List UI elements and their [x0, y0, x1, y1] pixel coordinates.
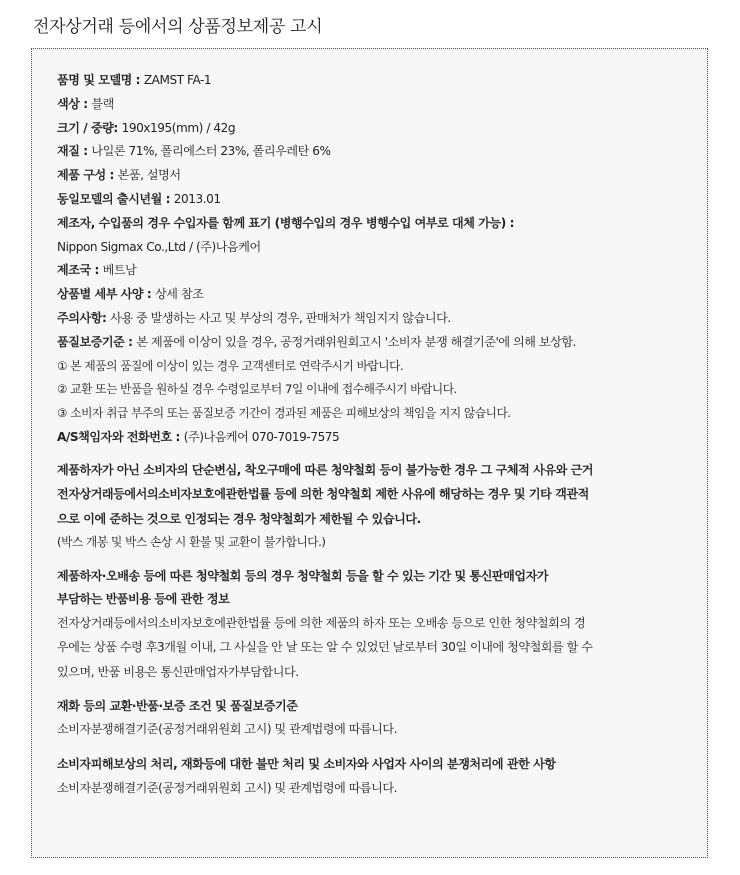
defect-section-heading: 제품하자·오배송 등에 따른 청약철회 등의 경우 청약철회 등을 할 수 있는 기간 및 통신판매업자가 부담하는 반품비용 등에 관한 정보 [57, 569, 549, 607]
notice-box [31, 48, 708, 858]
exchange-section-body: 소비자분쟁해결기준(공정거래위원회 고시) 및 관계법령에 따릅니다. [57, 722, 398, 737]
dispute-section-body: 소비자분쟁해결기준(공정거래위원회 고시) 및 관계법령에 따릅니다. [57, 780, 398, 795]
defect-section-body: 전자상거래등에서의소비자보호에관한법률 등에 의한 제품의 하자 또는 오배송 등으로 인한 청약철회의 경 우에는 상품 수령 후3개월 이내, 그 사실을 안 날 또는 알 수 있었던 날로부터 30일 이내에 청약철회를 할 수 있으며, 반품 비용은 통신판매업자가부담합니다. [57, 616, 593, 679]
info-as-contact: A/S책임자와 전화번호 : (주)나음케어 070-7019-7575 [57, 429, 340, 444]
info-product-model: 품명 및 모델명 : ZAMST FA-1 [57, 73, 212, 87]
info-note-3: ③ 소비자 취급 부주의 또는 품질보증 기간이 경과된 제품은 피해보상의 책임을 지지 않습니다. [57, 406, 511, 421]
info-components: 제품 구성 : 본품, 설명서 [57, 168, 181, 183]
info-caution: 주의사항: 사용 중 발생하는 사고 및 부상의 경우, 판매처가 책임지지 않습니다. [57, 310, 451, 325]
dispute-section-heading: 소비자피해보상의 처리, 재화등에 대한 불만 처리 및 소비자와 사업자 사이의 분쟁처리에 관한 사항 [57, 757, 556, 772]
info-country: 제조국 : 베트남 [57, 263, 137, 278]
withdrawal-restriction: 제품하자가 아닌 소비자의 단순변심, 착오구매에 따른 청약철회 등이 불가능한 경우 그 구체적 사유와 근거 전자상거래등에서의소비자보호에관한법률 등에 의한 청약철회 제한 사유에 해당하는 경우 및 기타 객관적 으로 이에 준하는 것으로 인정되는 경우 청약철회가 제한될 수 있습니다. [57, 462, 594, 526]
page-title: 전자상거래 등에서의 상품정보제공 고시 [33, 17, 323, 37]
info-quality-standard: 품질보증기준 : 본 제품에 이상이 있을 경우, 공정거래위원회고시 '소비자 분쟁 해결기준'에 의해 보상함. [57, 334, 576, 349]
info-note-2: ② 교환 또는 반품을 원하실 경우 수령일로부터 7일 이내에 접수해주시기 바랍니다. [57, 382, 457, 397]
notice-content [57, 69, 687, 801]
info-release-date: 동일모델의 출시년월 : 2013.01 [57, 191, 221, 206]
info-specs: 상품별 세부 사양 : 상세 참조 [57, 287, 204, 302]
withdrawal-note: (박스 개봉 및 박스 손상 시 환불 및 교환이 불가합니다.) [57, 535, 326, 550]
info-manufacturer-label: 제조자, 수입품의 경우 수입자를 함께 표기 (병행수입의 경우 병행수입 여부로 대체 가능) : [57, 215, 514, 230]
info-size-weight: 크기 / 중량: 190x195(mm) / 42g [57, 120, 236, 135]
info-material: 재질 : 나일론 71%, 폴리에스터 23%, 폴리우레탄 6% [57, 144, 331, 159]
info-color: 색상 : 블랙 [57, 96, 114, 111]
info-manufacturer-value: Nippon Sigmax Co.,Ltd / (주)나음케어 [57, 239, 261, 254]
info-note-1: ① 본 제품의 품질에 이상이 있는 경우 고객센터로 연락주시기 바랍니다. [57, 358, 404, 373]
exchange-section-heading: 재화 등의 교환·반품·보증 조건 및 품질보증기준 [57, 698, 298, 713]
